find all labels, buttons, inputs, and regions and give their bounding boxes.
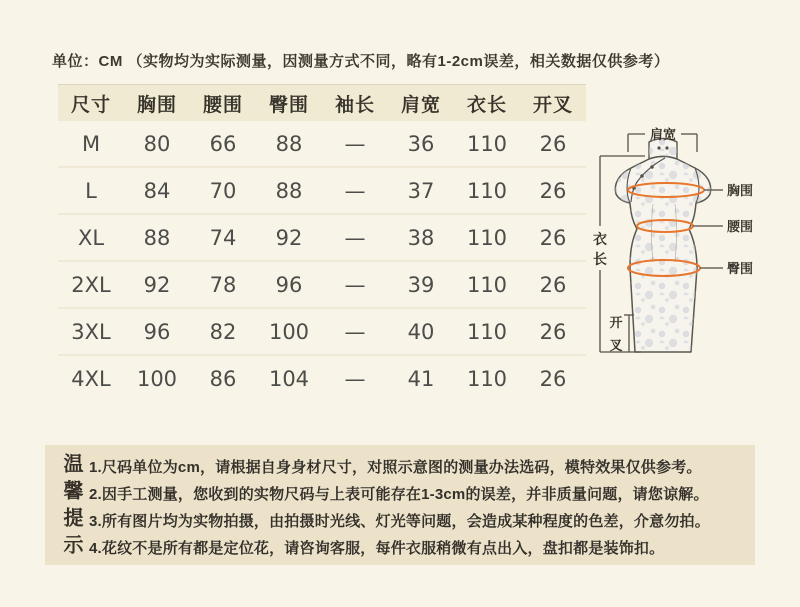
hip-label: 臀围 <box>727 261 754 276</box>
waist-label: 腰围 <box>727 219 754 234</box>
cell-value: 40 <box>407 319 435 344</box>
cell-value: 110 <box>466 272 508 297</box>
column-header-slit: 开叉 <box>532 94 573 116</box>
cell-value: 84 <box>143 178 171 203</box>
cell-value: 38 <box>407 225 435 250</box>
cell-size: L <box>85 178 97 203</box>
tips-box <box>45 445 755 565</box>
cell-value: 80 <box>143 131 171 156</box>
cell-value: 96 <box>275 272 303 297</box>
qipao-diagram-icon <box>585 112 790 402</box>
cell-value: 88 <box>275 178 303 203</box>
cell-value: 104 <box>268 366 310 391</box>
cell-value: 88 <box>275 131 303 156</box>
size-table-header <box>58 84 586 121</box>
cell-value: 92 <box>143 272 171 297</box>
cell-value: — <box>344 366 366 391</box>
cell-value: 100 <box>136 366 178 391</box>
cell-value: 26 <box>539 178 567 203</box>
shoulder-label: 肩宽 <box>649 127 677 142</box>
column-header-bust: 胸围 <box>136 94 177 116</box>
cell-size: M <box>81 131 101 156</box>
cell-value: 26 <box>539 319 567 344</box>
column-header-waist: 腰围 <box>202 94 243 116</box>
table-row <box>58 354 586 401</box>
cell-value: 37 <box>407 178 435 203</box>
cell-value: 96 <box>143 319 171 344</box>
cell-value: 110 <box>466 366 508 391</box>
tips-list <box>89 454 749 562</box>
length-label-char2: 长 <box>593 251 607 267</box>
cell-value: 110 <box>466 225 508 250</box>
cell-value: 100 <box>268 319 310 344</box>
slit-label-char2: 叉 <box>609 338 623 353</box>
cell-value: 74 <box>209 225 237 250</box>
cell-value: 110 <box>466 319 508 344</box>
tips-title: 温馨提示 <box>60 453 82 561</box>
tip-item: 3.所有图片均为实物拍摄，由拍摄时光线、灯光等问题，会造成某种程度的色差，介意勿拍。 <box>89 513 710 530</box>
table-row <box>58 166 586 213</box>
cell-value: — <box>344 319 366 344</box>
column-header-length: 衣长 <box>466 94 507 116</box>
cell-value: 26 <box>539 225 567 250</box>
cell-size: 4XL <box>71 366 111 391</box>
cell-value: 110 <box>466 178 508 203</box>
cell-value: 78 <box>209 272 237 297</box>
tip-item: 4.花纹不是所有都是定位花，请咨询客服，每件衣服稍微有点出入，盘扣都是装饰扣。 <box>89 540 665 557</box>
cell-value: 26 <box>539 131 567 156</box>
cell-size: XL <box>77 225 105 250</box>
cell-size: 3XL <box>71 319 111 344</box>
cell-value: — <box>344 272 366 297</box>
table-row <box>58 121 586 166</box>
column-header-shoulder: 肩宽 <box>400 94 441 116</box>
cell-value: 110 <box>466 131 508 156</box>
cell-value: 26 <box>539 366 567 391</box>
cell-value: 88 <box>143 225 171 250</box>
slit-label-char1: 开 <box>609 315 623 330</box>
column-header-size: 尺寸 <box>70 94 111 116</box>
cell-value: — <box>344 178 366 203</box>
cell-value: 70 <box>209 178 237 203</box>
cell-value: 92 <box>275 225 303 250</box>
bust-label: 胸围 <box>727 183 754 198</box>
cell-value: — <box>344 225 366 250</box>
cell-value: 86 <box>209 366 237 391</box>
cell-value: 26 <box>539 272 567 297</box>
table-row <box>58 260 586 307</box>
tip-item: 1.尺码单位为cm，请根据自身身材尺寸，对照示意图的测量办法选码，模特效果仅供参考。 <box>89 459 702 476</box>
table-row <box>58 213 586 260</box>
column-header-hip: 臀围 <box>268 94 309 116</box>
cell-value: 82 <box>209 319 237 344</box>
cell-value: 36 <box>407 131 435 156</box>
cell-value: 66 <box>209 131 237 156</box>
unit-note: 单位：CM （实物均为实际测量，因测量方式不同，略有1-2cm误差，相关数据仅供参考） <box>52 53 670 70</box>
cell-value: 39 <box>407 272 435 297</box>
size-table <box>58 84 586 401</box>
column-header-sleeve: 袖长 <box>334 94 375 116</box>
length-label-char1: 衣 <box>593 231 607 247</box>
cell-value: 41 <box>407 366 435 391</box>
cell-size: 2XL <box>71 272 111 297</box>
cell-value: — <box>344 131 366 156</box>
measurement-diagram <box>585 112 790 402</box>
tip-item: 2.因手工测量，您收到的实物尺码与上表可能存在1-3cm的误差，并非质量问题，请您谅解。 <box>89 486 709 503</box>
dress-outline-icon <box>615 139 710 353</box>
table-row <box>58 307 586 354</box>
